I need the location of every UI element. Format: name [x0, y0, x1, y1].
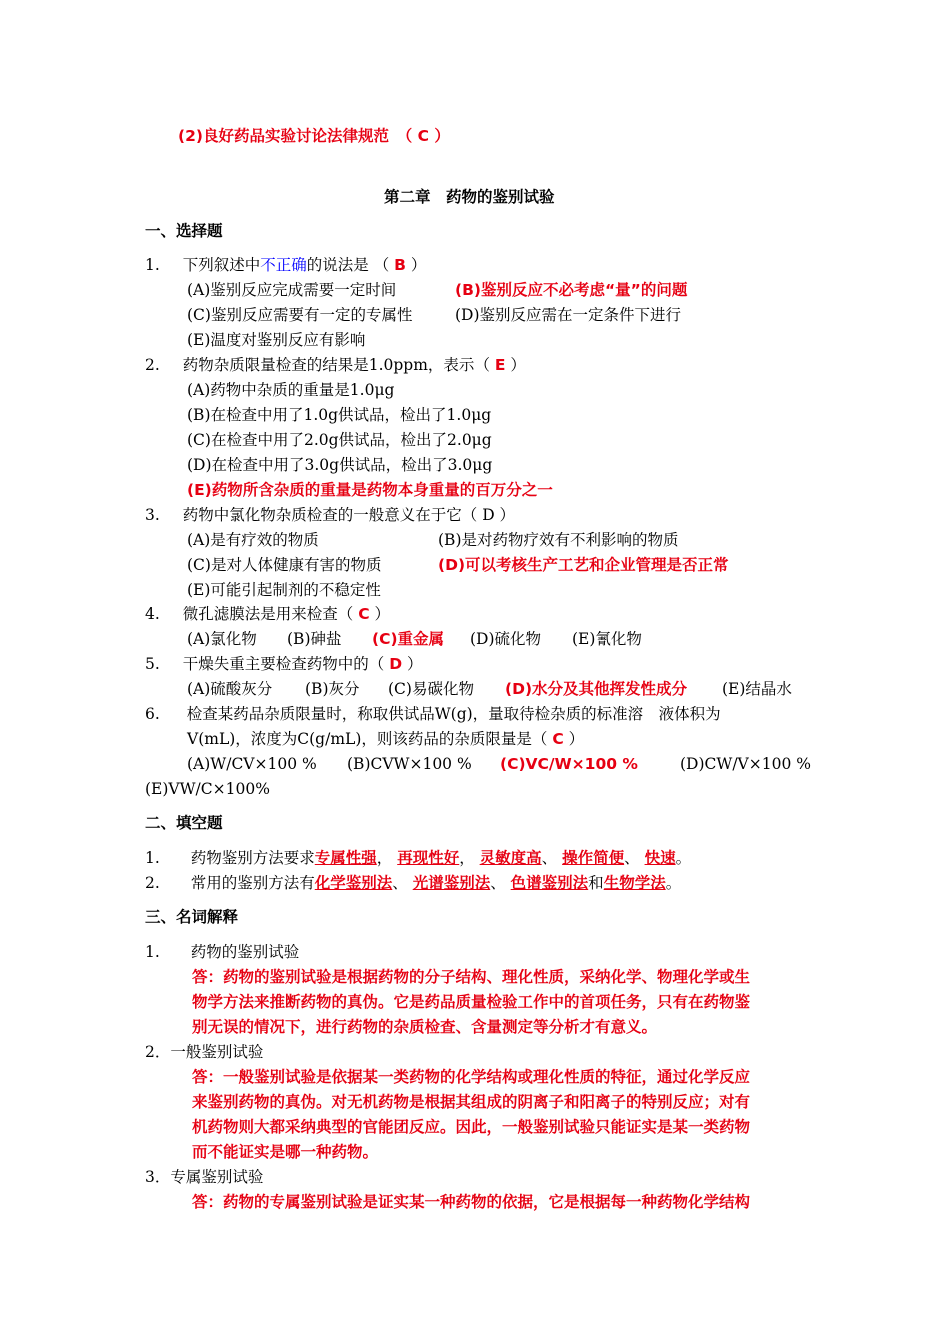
question-4-option-b: (B)砷盐 [287, 630, 342, 648]
section-heading-choice: 一、选择题 [145, 222, 223, 240]
term-2-answer-line1: 答：一般鉴别试验是依据某一类药物的化学结构或理化性质的特征，通过化学反应 [192, 1068, 751, 1086]
question-2-answer: E [494, 356, 506, 374]
question-3-option-b: (B)是对药物疗效有不利影响的物质 [438, 531, 679, 549]
question-4-option-e: (E)氰化物 [572, 630, 642, 648]
question-1-pre: 下列叙述中 [182, 256, 261, 274]
question-6-stem [145, 703, 721, 725]
fill-2-blank-4: 生物学法 [603, 874, 666, 892]
top-item: (2)良好药品实验讨论法律规范 （ C ） [178, 127, 450, 145]
question-3-option-d: (D)可以考核生产工艺和企业管理是否正常 [438, 556, 729, 574]
fill-1-blank-5: 快速 [644, 849, 676, 867]
question-4-stem: 4. 微孔滤膜法是用来检查（ C ） [145, 605, 391, 623]
question-1-option-a: (A)鉴别反应完成需要一定时间 [187, 281, 397, 299]
question-5-answer: D [389, 655, 403, 673]
question-2-option-b: (B)在检查中用了1.0g供试品，检出了1.0μg [187, 406, 492, 424]
fill-1: 1. 药物鉴别方法要求专属性强， 再现性好， 灵敏度高、 操作简便、 快速。 [145, 849, 692, 867]
top-item-text: (2)良好药品实验讨论法律规范 [178, 127, 389, 145]
fill-1-blank-4: 操作简便 [562, 849, 625, 867]
question-number: 4. [145, 605, 160, 623]
term-3-answer-line1: 答：药物的专属鉴别试验是证实某一种药物的依据，它是根据每一种药物化学结构 [192, 1193, 751, 1211]
question-6-option-b: (B)CVW×100 % [347, 755, 472, 773]
question-6-text-line1: 检查某药品杂质限量时，称取供试品W(g)，量取待检杂质的标准溶 液体积为 [186, 705, 721, 723]
term-1-label: 1. 药物的鉴别试验 [145, 943, 300, 961]
fill-2-blank-1: 化学鉴别法 [314, 874, 393, 892]
question-number: 5. [145, 655, 160, 673]
question-2-option-c: (C)在检查中用了2.0g供试品，检出了2.0μg [187, 431, 492, 449]
question-5-option-b: (B)灰分 [305, 680, 360, 698]
question-1-option-c: (C)鉴别反应需要有一定的专属性 [187, 306, 413, 324]
fill-1-text: 药物鉴别方法要求 [190, 849, 315, 867]
question-2-option-a: (A)药物中杂质的重量是1.0μg [187, 381, 395, 399]
question-number: 3. [145, 506, 160, 524]
question-1-option-b: (B)鉴别反应不必考虑“量”的问题 [455, 281, 688, 299]
question-1-option-e: (E)温度对鉴别反应有影响 [187, 331, 366, 349]
question-number: 1. [145, 256, 160, 274]
fill-2-conjunction: 和 [588, 874, 604, 892]
question-4-option-d: (D)硫化物 [470, 630, 542, 648]
question-1-option-d: (D)鉴别反应需在一定条件下进行 [455, 306, 682, 324]
term-2-label: 2．一般鉴别试验 [145, 1043, 264, 1061]
fill-2: 2. 常用的鉴别方法有化学鉴别法、 光谱鉴别法、 色谱鉴别法和生物学法。 [145, 874, 682, 892]
fill-1-blank-3: 灵敏度高 [479, 849, 542, 867]
section-heading-terms: 三、名词解释 [145, 908, 239, 926]
question-3-text: 药物中氯化物杂质检查的一般意义在于它 [182, 506, 462, 524]
question-1-post: 的说法是 [306, 256, 369, 274]
question-4-text: 微孔滤膜法是用来检查 [182, 605, 338, 623]
question-2-option-e: (E)药物所含杂质的重量是药物本身重量的百万分之一 [187, 481, 553, 499]
top-item-answer: C [417, 127, 430, 145]
fill-1-blank-2: 再现性好 [397, 849, 460, 867]
question-6-text-line2: V(mL)，浓度为C(g/mL)，则该药品的杂质限量是 [187, 730, 532, 748]
question-1-emphasis: 不正确 [260, 256, 307, 274]
question-5-option-e: (E)结晶水 [722, 680, 792, 698]
question-6-option-c: (C)VC/W×100 % [500, 755, 638, 773]
term-1-answer-line1: 答：药物的鉴别试验是根据药物的分子结构、理化性质，采纳化学、物理化学或生 [192, 968, 751, 986]
question-3-option-e: (E)可能引起制剂的不稳定性 [187, 581, 381, 599]
question-3-stem: 3. 药物中氯化物杂质检查的一般意义在于它（ D ） [145, 506, 516, 524]
question-3-option-c: (C)是对人体健康有害的物质 [187, 556, 382, 574]
term-3-label: 3．专属鉴别试验 [145, 1168, 264, 1186]
term-1-answer-line2: 物学方法来推断药物的真伪。它是药品质量检验工作中的首项任务，只有在药物鉴 [192, 993, 751, 1011]
question-5-option-a: (A)硫酸灰分 [187, 680, 273, 698]
fill-number: 2. [145, 874, 160, 892]
term-2-answer-line4: 而不能证实是哪一种药物。 [192, 1143, 379, 1161]
question-2-option-d: (D)在检查中用了3.0g供试品，检出了3.0μg [187, 456, 493, 474]
question-6-option-a: (A)W/CV×100 % [187, 755, 317, 773]
question-6-option-e: (E)VW/C×100% [145, 780, 270, 798]
question-4-answer: C [358, 605, 370, 623]
question-5-stem: 5. 干燥失重主要检查药物中的（ D ） [145, 655, 423, 673]
fill-1-blank-1: 专属性强 [314, 849, 377, 867]
fill-number: 1. [145, 849, 160, 867]
fill-2-blank-2: 光谱鉴别法 [412, 874, 491, 892]
question-5-text: 干燥失重主要检查药物中的 [182, 655, 369, 673]
question-5-option-c: (C)易碳化物 [388, 680, 474, 698]
question-1-answer: B [394, 256, 406, 274]
question-number: 2. [145, 356, 160, 374]
chapter-title: 第二章 药物的鉴别试验 [384, 188, 555, 206]
term-2-answer-line2: 来鉴别药物的真伪。对无机药物是根据其组成的阴离子和阳离子的特别反应；对有 [192, 1093, 751, 1111]
question-5-option-d: (D)水分及其他挥发性成分 [505, 680, 688, 698]
question-1-stem: 1. 下列叙述中不正确的说法是 （ B ） [145, 256, 427, 274]
question-2-stem: 2. 药物杂质限量检查的结果是1.0ppm，表示（ E ） [145, 356, 526, 374]
fill-2-blank-3: 色谱鉴别法 [510, 874, 589, 892]
question-6-stem-line2: V(mL)，浓度为C(g/mL)，则该药品的杂质限量是（ C ） [187, 730, 585, 748]
section-heading-fill: 二、填空题 [145, 814, 223, 832]
term-2-answer-line3: 机药物则大都采纳典型的官能团反应。因此，一般鉴别试验只能证实是某一类药物 [192, 1118, 751, 1136]
fill-2-text: 常用的鉴别方法有 [190, 874, 315, 892]
question-3-answer: D [482, 506, 495, 524]
question-6-answer: C [552, 730, 564, 748]
question-2-text: 药物杂质限量检查的结果是1.0ppm，表示 [182, 356, 475, 374]
question-4-option-a: (A)氯化物 [187, 630, 257, 648]
question-6-option-d: (D)CW/V×100 % [680, 755, 811, 773]
question-number: 6. [145, 705, 160, 723]
question-3-option-a: (A)是有疗效的物质 [187, 531, 319, 549]
question-4-option-c: (C)重金属 [372, 630, 445, 648]
term-1-answer-line3: 别无误的情况下，进行药物的杂质检查、含量测定等分析才有意义。 [192, 1018, 658, 1036]
